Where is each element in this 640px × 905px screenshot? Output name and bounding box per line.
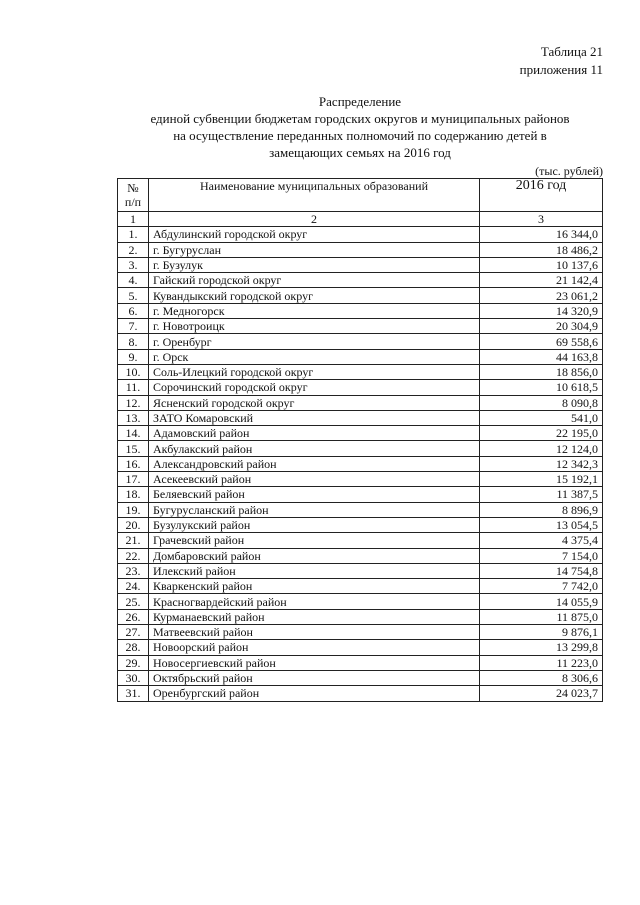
table-row	[118, 319, 603, 334]
table-row	[118, 579, 603, 594]
table-row	[118, 625, 603, 640]
row-name: Кваркенский район	[149, 579, 480, 594]
table-row	[118, 456, 603, 471]
row-number: 7.	[118, 319, 149, 334]
row-number: 4.	[118, 273, 149, 288]
table-row	[118, 594, 603, 609]
row-number: 8.	[118, 334, 149, 349]
table-row	[118, 502, 603, 517]
row-name: Акбулакский район	[149, 441, 480, 456]
row-name: Илекский район	[149, 563, 480, 578]
row-name: г. Оренбург	[149, 334, 480, 349]
row-number: 2.	[118, 242, 149, 257]
row-name: Оренбургский район	[149, 686, 480, 701]
table-row	[118, 426, 603, 441]
row-value: 11 875,0	[480, 609, 603, 624]
row-number: 21.	[118, 533, 149, 548]
row-value: 7 154,0	[480, 548, 603, 563]
row-name: Асекеевский район	[149, 472, 480, 487]
row-number: 31.	[118, 686, 149, 701]
row-value: 15 192,1	[480, 472, 603, 487]
row-value: 13 299,8	[480, 640, 603, 655]
row-number: 24.	[118, 579, 149, 594]
row-number: 16.	[118, 456, 149, 471]
table-row	[118, 303, 603, 318]
row-number: 1.	[118, 227, 149, 242]
table-row	[118, 472, 603, 487]
row-value: 10 137,6	[480, 257, 603, 272]
row-number: 27.	[118, 625, 149, 640]
column-index-row	[118, 212, 603, 227]
title-line-3: на осуществление переданных полномочий по содержанию детей в	[173, 128, 547, 143]
row-name: Беляевский район	[149, 487, 480, 502]
row-value: 18 486,2	[480, 242, 603, 257]
row-number: 15.	[118, 441, 149, 456]
row-number: 14.	[118, 426, 149, 441]
title-line-1: Распределение	[318, 94, 402, 109]
row-value: 11 387,5	[480, 487, 603, 502]
row-number: 5.	[118, 288, 149, 303]
table-row	[118, 517, 603, 532]
row-name: ЗАТО Комаровский	[149, 410, 480, 425]
row-number: 25.	[118, 594, 149, 609]
row-name: Бузулукский район	[149, 517, 480, 532]
row-value: 18 856,0	[480, 364, 603, 379]
row-name: Октябрьский район	[149, 670, 480, 685]
row-name: Бугурусланский район	[149, 502, 480, 517]
row-number: 26.	[118, 609, 149, 624]
col-index-2: 2	[149, 212, 480, 227]
document-title	[100, 93, 620, 161]
row-value: 20 304,9	[480, 319, 603, 334]
row-value: 16 344,0	[480, 227, 603, 242]
row-name: Соль-Илецкий городской округ	[149, 364, 480, 379]
row-name: г. Орск	[149, 349, 480, 364]
row-name: г. Новотроицк	[149, 319, 480, 334]
row-number: 30.	[118, 670, 149, 685]
row-name: Сорочинский городской округ	[149, 380, 480, 395]
row-name: Абдулинский городской округ	[149, 227, 480, 242]
row-name: Грачевский район	[149, 533, 480, 548]
col-index-3: 3	[480, 212, 603, 227]
page-header	[520, 43, 603, 79]
row-number: 10.	[118, 364, 149, 379]
row-value: 14 055,9	[480, 594, 603, 609]
table-row	[118, 364, 603, 379]
table-row	[118, 441, 603, 456]
table-row	[118, 334, 603, 349]
table-row	[118, 273, 603, 288]
table-row	[118, 548, 603, 563]
row-name: Ясненский городской округ	[149, 395, 480, 410]
title-line-4: замещающих семьях на 2016 год	[269, 145, 451, 160]
unit-note: (тыс. рублей)	[535, 164, 603, 178]
row-number: 19.	[118, 502, 149, 517]
table-row	[118, 487, 603, 502]
table-row	[118, 242, 603, 257]
row-number: 20.	[118, 517, 149, 532]
row-value: 14 320,9	[480, 303, 603, 318]
row-value: 8 896,9	[480, 502, 603, 517]
row-number: 18.	[118, 487, 149, 502]
row-name: г. Бугуруслан	[149, 242, 480, 257]
row-name: Кувандыкский городской округ	[149, 288, 480, 303]
row-value: 8 306,6	[480, 670, 603, 685]
col-header-name: Наименование муниципальных образований	[149, 179, 480, 212]
table-row	[118, 257, 603, 272]
row-number: 6.	[118, 303, 149, 318]
row-number: 11.	[118, 380, 149, 395]
table-row	[118, 533, 603, 548]
title-line-2: единой субвенции бюджетам городских округов и муниципальных районов	[150, 111, 570, 126]
row-value: 12 342,3	[480, 456, 603, 471]
row-name: Новосергиевский район	[149, 655, 480, 670]
table-row	[118, 670, 603, 685]
row-name: Новоорский район	[149, 640, 480, 655]
row-value: 22 195,0	[480, 426, 603, 441]
row-number: 9.	[118, 349, 149, 364]
row-name: Александровский район	[149, 456, 480, 471]
appendix-number: приложения 11	[519, 62, 603, 77]
row-number: 17.	[118, 472, 149, 487]
row-number: 23.	[118, 563, 149, 578]
row-name: Домбаровский район	[149, 548, 480, 563]
table-row	[118, 227, 603, 242]
col-index-1: 1	[118, 212, 149, 227]
table-row	[118, 288, 603, 303]
row-name: Гайский городской округ	[149, 273, 480, 288]
table-number: Таблица 21	[540, 44, 603, 59]
table-row	[118, 609, 603, 624]
row-value: 24 023,7	[480, 686, 603, 701]
table-row	[118, 640, 603, 655]
col-header-value: 2016 год	[480, 179, 603, 212]
row-value: 23 061,2	[480, 288, 603, 303]
table-row	[118, 686, 603, 701]
row-name: Курманаевский район	[149, 609, 480, 624]
row-value: 12 124,0	[480, 441, 603, 456]
row-number: 12.	[118, 395, 149, 410]
row-value: 10 618,5	[480, 380, 603, 395]
table-row	[118, 410, 603, 425]
row-value: 8 090,8	[480, 395, 603, 410]
row-number: 29.	[118, 655, 149, 670]
row-value: 14 754,8	[480, 563, 603, 578]
row-name: Матвеевский район	[149, 625, 480, 640]
table-row	[118, 380, 603, 395]
row-number: 13.	[118, 410, 149, 425]
row-value: 44 163,8	[480, 349, 603, 364]
row-number: 3.	[118, 257, 149, 272]
row-value: 9 876,1	[480, 625, 603, 640]
row-name: г. Медногорск	[149, 303, 480, 318]
row-name: Красногвардейский район	[149, 594, 480, 609]
header-row	[118, 179, 603, 212]
row-value: 11 223,0	[480, 655, 603, 670]
table-row	[118, 349, 603, 364]
distribution-table	[117, 178, 603, 702]
row-value: 13 054,5	[480, 517, 603, 532]
row-value: 4 375,4	[480, 533, 603, 548]
row-value: 541,0	[480, 410, 603, 425]
row-value: 69 558,6	[480, 334, 603, 349]
row-number: 28.	[118, 640, 149, 655]
col-header-num: № п/п	[118, 179, 149, 212]
row-name: г. Бузулук	[149, 257, 480, 272]
row-value: 7 742,0	[480, 579, 603, 594]
table-row	[118, 395, 603, 410]
row-number: 22.	[118, 548, 149, 563]
row-value: 21 142,4	[480, 273, 603, 288]
table-row	[118, 655, 603, 670]
row-name: Адамовский район	[149, 426, 480, 441]
table-row	[118, 563, 603, 578]
